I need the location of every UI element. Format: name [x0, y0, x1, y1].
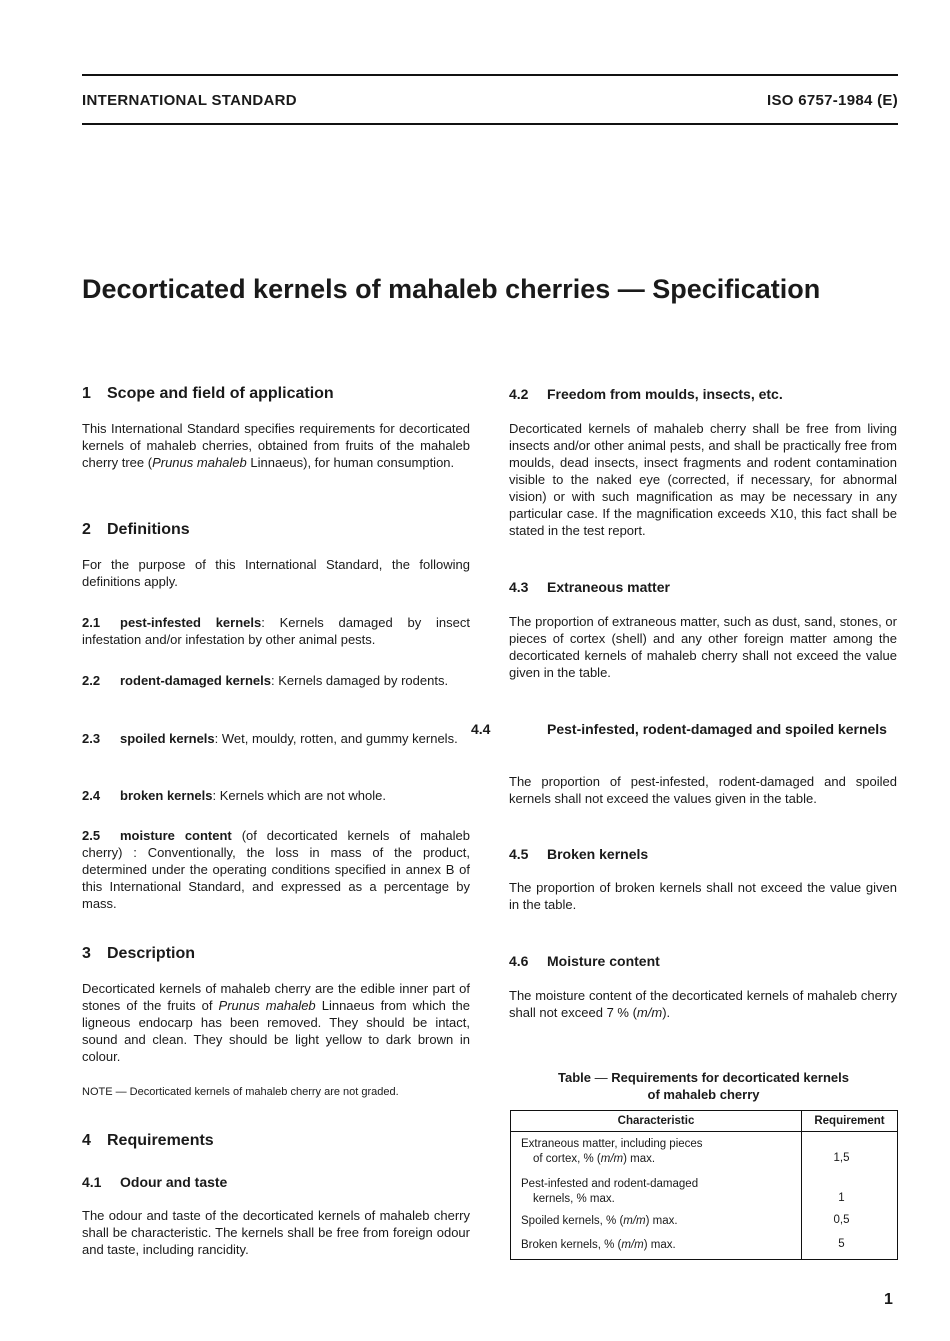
- definition-number: 2.5: [82, 828, 101, 843]
- definition-number: 2.2: [82, 673, 101, 688]
- requirements-table: [510, 1110, 898, 1260]
- subsection-title: Extraneous matter: [547, 579, 670, 595]
- separator: [232, 828, 242, 843]
- characteristic-cell: [511, 1211, 802, 1235]
- definition-term: moisture content: [120, 828, 232, 843]
- section-title: Scope and field of application: [107, 385, 334, 402]
- section-title: Definitions: [107, 521, 190, 538]
- definition-text: Kernels damaged by rodents.: [278, 673, 449, 688]
- characteristic-cell: [511, 1132, 802, 1174]
- table-row: [511, 1235, 898, 1260]
- table-row: [511, 1132, 898, 1174]
- section-title: Requirements: [107, 1132, 214, 1149]
- requirement-cell: 1,5: [802, 1132, 898, 1174]
- paragraph: The proportion of pest-infested, rodent-damaged and spoiled kernels shall not exceed the values given in the table.: [509, 774, 897, 806]
- requirement-cell: 0,5: [802, 1211, 898, 1235]
- cell-line: [521, 1152, 797, 1167]
- section-2-intro: [82, 556, 470, 590]
- paragraph: Decorticated kernels of mahaleb cherry shall be free from living insects and/or other animal pests, and shall be practically free from moulds, dead insects, insect fragments and rodent contamination visible to the naked eye (corrected, if necessary, for abnormal vision) or with such magnification as may be necessary in any particular case. If the magnification exceeds X10, this fact shall be stated in the test report.: [509, 421, 897, 538]
- section-number: 1: [82, 385, 91, 402]
- species-name: Prunus mahaleb: [218, 998, 316, 1013]
- text: ) max.: [645, 1215, 678, 1227]
- subsection-4-2-heading: [509, 385, 897, 403]
- header-bottom-rule: [82, 123, 898, 125]
- table-caption: [509, 1069, 898, 1103]
- text: ) max.: [643, 1239, 676, 1251]
- text: of cortex, % (: [533, 1153, 601, 1165]
- paragraph: The proportion of extraneous matter, such as dust, sand, stones, or pieces of cortex (shell) and any other foreign matter among the decorticated kernels of mahaleb cherry shall not exceed the value given in the table.: [509, 614, 897, 680]
- subsection-title: Freedom from moulds, insects, etc.: [547, 386, 783, 402]
- cell-line: Pest-infested and rodent-damaged: [521, 1178, 699, 1190]
- definition-term: broken kernels: [120, 788, 213, 803]
- header-requirement: Requirement: [802, 1111, 898, 1132]
- unit: m/m: [600, 1153, 624, 1165]
- requirement-cell: 1: [802, 1173, 898, 1211]
- subsection-4-4-body: [509, 773, 897, 807]
- subsection-4-6-heading: [509, 952, 897, 970]
- definition-text: Kernels damaged by insect infestation and/or infestation by other animal pests.: [82, 615, 470, 647]
- separator: :: [261, 615, 280, 630]
- text: Linnaeus), for human consumption.: [246, 455, 455, 470]
- caption-text: Requirements for decorticated kernels: [611, 1070, 849, 1085]
- requirement-cell: 5: [802, 1235, 898, 1260]
- definition-2-4: [82, 787, 470, 804]
- note: NOTE — Decorticated kernels of mahaleb cherry are not graded.: [82, 1086, 399, 1098]
- section-3-heading: [82, 944, 195, 964]
- definition-2-2: [82, 672, 470, 689]
- page-number: 1: [884, 1291, 893, 1308]
- paragraph: [82, 980, 470, 1065]
- text: The moisture content of the decorticated kernels of mahaleb cherry shall not exceed 7 % (: [509, 988, 897, 1020]
- section-3-body: [82, 980, 470, 1065]
- definition-number: 2.1: [82, 615, 101, 630]
- characteristic-cell: [511, 1235, 802, 1260]
- subsection-4-4-heading: [471, 720, 897, 738]
- unit: m/m: [621, 1239, 644, 1251]
- subsection-4-1-heading: [82, 1173, 470, 1191]
- text: This International Standard specifies requirements for decorticated kernels of mahaleb cherries, obtained from fruits of the mahaleb cherry tree (: [82, 421, 470, 470]
- text: Linnaeus from which the ligneous endocarp has been removed. They should be intact, sound and clean. They should be light yellow to dark brown in colour.: [82, 998, 470, 1064]
- definition-term: rodent-damaged kernels: [120, 673, 271, 688]
- separator: :: [214, 731, 222, 746]
- subsection-number: 4.3: [509, 579, 529, 595]
- cell-line: Extraneous matter, including pieces: [521, 1138, 703, 1150]
- definition-number: 2.3: [82, 731, 101, 746]
- caption-prefix: Table: [558, 1070, 592, 1085]
- subsection-4-5-body: [509, 879, 897, 913]
- subsection-title: Pest-infested, rodent-damaged and spoiled kernels: [547, 721, 887, 737]
- subsection-title: Odour and taste: [120, 1174, 228, 1190]
- definition-text: Kernels which are not whole.: [219, 788, 386, 803]
- table-caption-line-1: [509, 1069, 898, 1086]
- definition-2-3: [82, 730, 470, 747]
- definition-text: (of decorticated kernels of mahaleb cherry) : Conventionally, the loss in mass of the product, determined under the operating conditions specified in annex B of this International Standard, and expressed as a percentage by mass.: [82, 828, 470, 911]
- text: ) max.: [623, 1153, 656, 1165]
- subsection-number: 4.5: [509, 846, 529, 862]
- species-name: Prunus mahaleb: [152, 455, 247, 470]
- header-characteristic: Characteristic: [511, 1111, 802, 1132]
- paragraph: The proportion of broken kernels shall not exceed the value given in the table.: [509, 880, 897, 912]
- definition-number: 2.4: [82, 788, 101, 803]
- table-row: [511, 1173, 898, 1211]
- subsection-4-3-heading: [509, 578, 897, 596]
- definition-text: Wet, mouldy, rotten, and gummy kernels.: [221, 731, 458, 746]
- paragraph: For the purpose of this International Standard, the following definitions apply.: [82, 557, 470, 589]
- section-1-body: [82, 420, 470, 471]
- subsection-4-2-body: [509, 420, 897, 539]
- subsection-4-3-body: [509, 613, 897, 681]
- caption-dash: —: [594, 1070, 608, 1085]
- section-1-heading: [82, 384, 334, 404]
- subsection-title: Broken kernels: [547, 846, 649, 862]
- table-header-row: [511, 1111, 898, 1132]
- cell-line: [521, 1192, 797, 1207]
- text: kernels, % max.: [533, 1193, 615, 1205]
- unit: m/m: [623, 1215, 646, 1227]
- table-caption-line-2: of mahaleb cherry: [647, 1087, 760, 1102]
- header-left-label: INTERNATIONAL STANDARD: [82, 92, 297, 109]
- subsection-4-5-heading: [509, 845, 897, 863]
- text: Broken kernels, % (: [521, 1239, 622, 1251]
- subsection-title: Moisture content: [547, 953, 660, 969]
- text: Decorticated kernels of mahaleb cherry are the edible inner part of stones of the fruits of: [82, 981, 470, 1013]
- definition-2-5: [82, 827, 470, 912]
- subsection-number: 4.1: [82, 1174, 102, 1190]
- subsection-number: 4.2: [509, 386, 529, 402]
- subsection-4-1-body: [82, 1207, 470, 1258]
- section-title: Description: [107, 945, 196, 962]
- paragraph: [82, 420, 470, 471]
- subsection-number: 4.4: [471, 721, 491, 737]
- section-2-heading: [82, 520, 190, 540]
- definition-term: spoiled kernels: [120, 731, 215, 746]
- document-title: Decorticated kernels of mahaleb cherries — Specification: [82, 274, 821, 304]
- definition-2-1: [82, 614, 470, 648]
- section-3-note: [82, 1084, 470, 1101]
- definition-term: pest-infested kernels: [120, 615, 262, 630]
- subsection-4-6-body: [509, 987, 897, 1021]
- section-number: 2: [82, 521, 91, 538]
- separator: :: [271, 673, 279, 688]
- section-number: 3: [82, 945, 91, 962]
- header-standard-number: ISO 6757-1984 (E): [766, 92, 898, 109]
- header-top-rule: [82, 74, 898, 76]
- text: Spoiled kernels, % (: [521, 1215, 624, 1227]
- paragraph: [509, 987, 897, 1021]
- subsection-number: 4.6: [509, 953, 529, 969]
- text: ).: [662, 1005, 671, 1020]
- separator: :: [212, 788, 220, 803]
- section-number: 4: [82, 1132, 91, 1149]
- table-row: [511, 1211, 898, 1235]
- characteristic-cell: [511, 1173, 802, 1211]
- paragraph: The odour and taste of the decorticated kernels of mahaleb cherry shall be characteristic. The kernels shall be free from foreign odour and taste, including rancidity.: [82, 1208, 470, 1257]
- unit: m/m: [636, 1005, 663, 1020]
- section-4-heading: [82, 1131, 214, 1151]
